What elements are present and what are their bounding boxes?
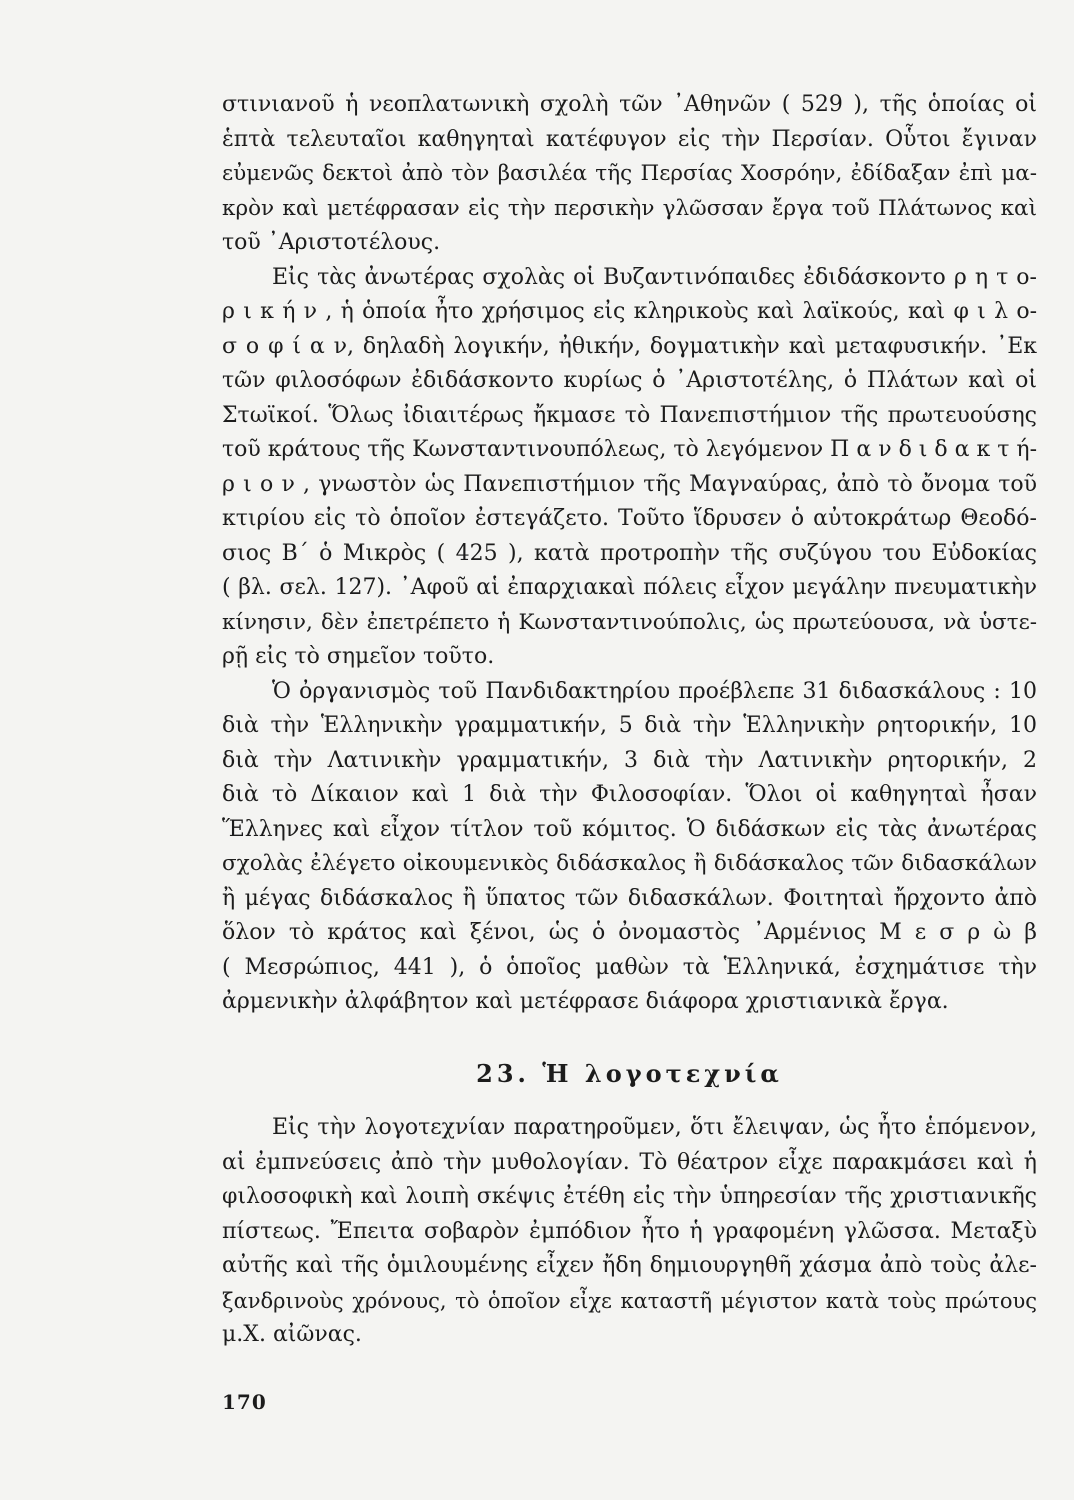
text-line: διὰ τὴν Ἑλληνικὴν γραμματικήν, 5 διὰ τὴν Ἑλληνικὴν ρητορικήν, 10 [222,713,1037,738]
text-line: Ὁ ὀργανισμὸς τοῦ Πανδιδακτηρίου προέβλεπε 31 διδασκάλους : 10 [272,678,1037,704]
text-line: ρ ι ο ν , γνωστὸν ὡς Πανεπιστήμιον τῆς Μαγναύρας, ἀπὸ τὸ ὄνομα τοῦ [222,471,1037,497]
text-line: εὐμενῶς δεκτοὶ ἀπὸ τὸν βασιλέα τῆς Περσίας Χοσρόην, ἐδίδαξαν ἐπὶ μα- [222,161,1037,186]
text-line: Στωϊκοί. Ὅλως ἰδιαιτέρως ἤκμασε τὸ Πανεπιστήμιον τῆς πρωτευούσης [222,402,1037,428]
paragraph-3 [222,675,1037,1020]
text-line: ( Μεσρώπιος, 441 ), ὁ ὁποῖος μαθὼν τὰ Ἑλληνικά, ἐσχημάτισε τὴν [222,954,1037,980]
section-heading: 23. Ἡ λογοτεχνία [476,1059,783,1088]
paragraph-2 [222,261,1037,675]
text-line: Εἰς τὴν λογοτεχνίαν παρατηροῦμεν, ὅτι ἔλειψαν, ὡς ἦτο ἑπόμενον, [272,1115,1037,1140]
text-line: κτιρίου εἰς τὸ ὁποῖον ἐστεγάζετο. Τοῦτο ἵδρυσεν ὁ αὐτοκράτωρ Θεοδό- [222,506,1037,531]
text-line: τοῦ κράτους τῆς Κωνσταντινουπόλεως, τὸ λεγόμενον Π α ν δ ι δ α κ τ ή- [222,437,1038,462]
text-line: τῶν φιλοσόφων ἐδιδάσκοντο κυρίως ὁ ᾿Αριστοτέλης, ὁ Πλάτων καὶ οἱ [222,368,1037,393]
text-line: μ.Χ. αἰῶνας. [222,1322,362,1347]
paragraph-1 [222,88,1037,261]
page-number: 170 [222,1390,267,1414]
text-line: Εἰς τὰς ἀνωτέρας σχολὰς οἱ Βυζαντινόπαιδες ἐδιδάσκοντο ρ η τ ο- [272,264,1037,290]
text-line: ἀρμενικὴν ἀλφάβητον καὶ μετέφρασε διάφορα χριστιανικὰ ἔργα. [222,989,949,1014]
text-line: ρῇ εἰς τὸ σημεῖον τοῦτο. [222,644,495,669]
text-line: ρ ι κ ή ν , ἡ ὁποία ἦτο χρήσιμος εἰς κληρικοὺς καὶ λαϊκούς, καὶ φ ι λ ο- [222,299,1037,324]
text-line: στινιανοῦ ἡ νεοπλατωνικὴ σχολὴ τῶν ᾿Αθηνῶν ( 529 ), τῆς ὁποίας οἱ [222,92,1037,117]
text-line: αὐτῆς καὶ τῆς ὁμιλουμένης εἶχεν ἤδη δημιουργηθῆ χάσμα ἀπὸ τοὺς ἀλε- [222,1253,1037,1278]
text-line: σ ο φ ί α ν, δηλαδὴ λογικήν, ἠθικήν, δογματικὴν καὶ μεταφυσικήν. ᾿Εκ [222,333,1037,359]
text-line: φιλοσοφικὴ καὶ λοιπὴ σκέψις ἐτέθη εἰς τὴν ὑπηρεσίαν τῆς χριστιανικῆς [222,1184,1037,1209]
text-line: διὰ τὴν Λατινικὴν γραμματικήν, 3 διὰ τὴν Λατινικὴν ρητορικήν, 2 [222,747,1037,773]
text-line: αἱ ἐμπνεύσεις ἀπὸ τὴν μυθολογίαν. Τὸ θέατρον εἶχε παρακμάσει καὶ ἡ [222,1149,1037,1175]
text-line: ἢ μέγας διδάσκαλος ἢ ὕπατος τῶν διδασκάλων. Φοιτηταὶ ἤρχοντο ἀπὸ [222,885,1037,911]
text-line: τοῦ ᾿Αριστοτέλους. [222,230,441,255]
text-line: ὅλον τὸ κράτος καὶ ξένοι, ὡς ὁ ὀνομαστὸς ᾿Αρμένιος Μ ε σ ρ ὼ β [222,920,1037,945]
text-line: ( βλ. σελ. 127). ᾿Αφοῦ αἱ ἐπαρχιακαὶ πόλεις εἶχον μεγάλην πνευματικὴν [222,575,1037,600]
text-line: Ἕλληνες καὶ εἶχον τίτλον τοῦ κόμιτος. Ὁ διδάσκων εἰς τὰς ἀνωτέρας [222,816,1037,842]
text-line: κρὸν καὶ μετέφρασαν εἰς τὴν περσικὴν γλῶσσαν ἔργα τοῦ Πλάτωνος καὶ [222,195,1037,221]
text-line: διὰ τὸ Δίκαιον καὶ 1 διὰ τὴν Φιλοσοφίαν. Ὅλοι οἱ καθηγηταὶ ἦσαν [222,782,1037,807]
text-line: ξανδρινοὺς χρόνους, τὸ ὁποῖον εἶχε καταστῆ μέγιστον κατὰ τοὺς πρώτους [222,1288,1037,1313]
text-line: ἑπτὰ τελευταῖοι καθηγηταὶ κατέφυγον εἰς τὴν Περσίαν. Οὗτοι ἔγιναν [222,126,1037,152]
text-line: κίνησιν, δὲν ἐπετρέπετο ἡ Κωνσταντινούπολις, ὡς πρωτεύουσα, νὰ ὑστε- [222,609,1037,635]
text-line: σχολὰς ἐλέγετο οἰκουμενικὸς διδάσκαλος ἢ διδάσκαλος τῶν διδασκάλων [222,851,1037,876]
text-line: σιος Β΄ ὁ Μικρὸς ( 425 ), κατὰ προτροπὴν τῆς συζύγου του Εὐδοκίας [222,540,1037,566]
text-line: πίστεως. Ἔπειτα σοβαρὸν ἐμπόδιον ἦτο ἡ γραφομένη γλῶσσα. Μεταξὺ [222,1218,1037,1244]
text-block-upper [222,88,1037,1020]
paragraph-4 [222,1111,1037,1353]
